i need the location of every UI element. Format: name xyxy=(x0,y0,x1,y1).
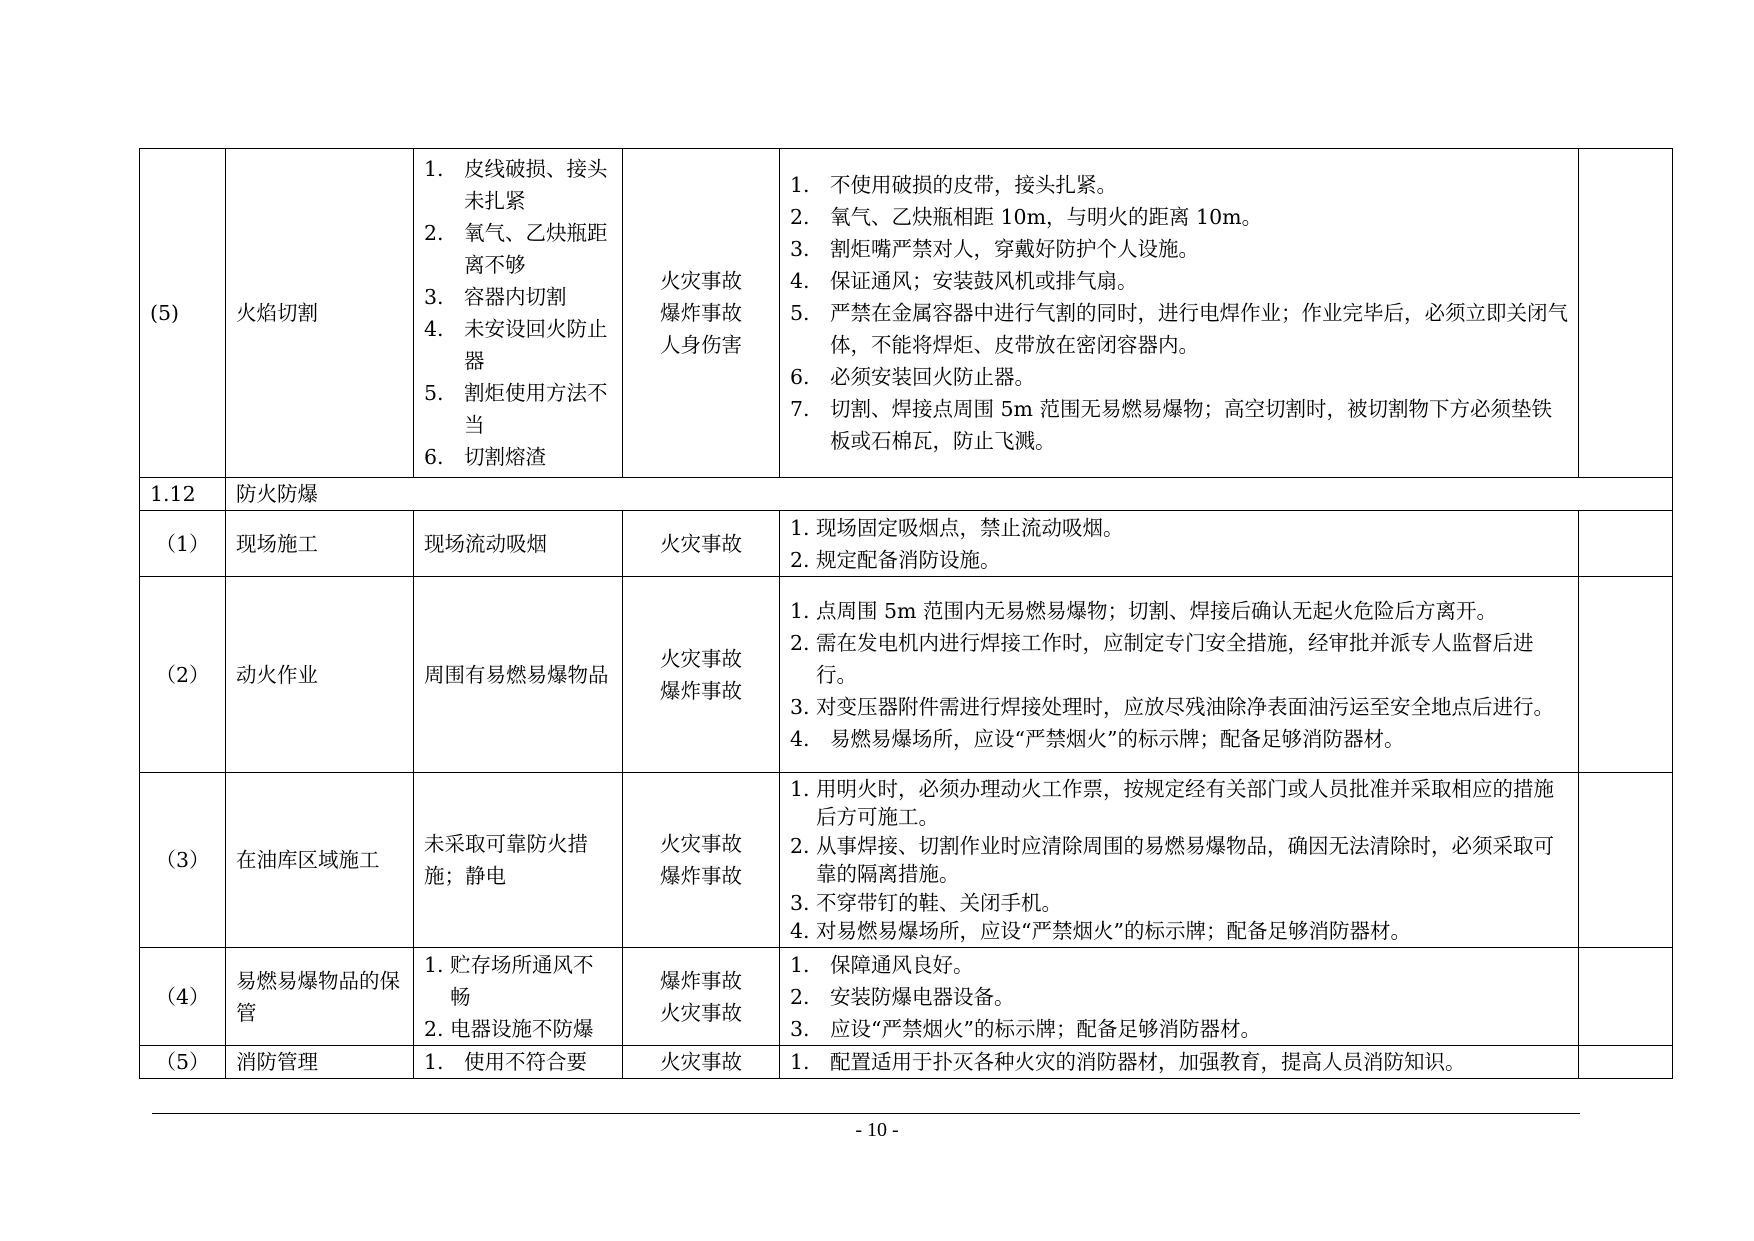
consequence-cell xyxy=(623,1046,780,1079)
consequence: 火灾事故 xyxy=(660,269,742,293)
hazard-cell: 周围有易燃易爆物品 xyxy=(414,577,623,773)
hazard-item: 4. 未安设回火防止器 xyxy=(424,317,608,373)
measure-item: 1. 配置适用于扑灭各种火灾的消防器材，加强教育，提高人员消防知识。 xyxy=(790,1050,1466,1074)
hazard-cell: 现场流动吸烟 xyxy=(414,511,623,577)
consequence-cell xyxy=(623,948,780,1046)
measure-item: 3. 割炬嘴严禁对人，穿戴好防护个人设施。 xyxy=(790,237,1199,261)
work-item: 消防管理 xyxy=(226,1046,414,1079)
hazard-item: 1. 使用不符合要 xyxy=(424,1050,587,1074)
hazard-cell: 未采取可靠防火措施；静电 xyxy=(414,773,623,948)
remarks-cell xyxy=(1579,1046,1673,1079)
work-item: 现场施工 xyxy=(226,511,414,577)
consequence: 爆炸事故 xyxy=(660,301,742,325)
table-row xyxy=(140,149,1673,478)
hazard-list xyxy=(424,949,612,1045)
work-item: 动火作业 xyxy=(226,577,414,773)
work-item: 易燃易爆物品的保管 xyxy=(226,948,414,1046)
measure-item: 1. 点周围 5m 范围内无易燃易爆物；切割、焊接后确认无起火危险后方离开。 xyxy=(790,598,1498,623)
measure-list-cell xyxy=(780,1046,1579,1079)
hazard-item: 2. 氧气、乙炔瓶距离不够 xyxy=(424,221,608,277)
consequence: 爆炸事故 xyxy=(660,864,742,888)
consequence: 火灾事故 xyxy=(660,646,742,671)
row-number: （3） xyxy=(140,773,226,948)
hazard-item: 6. 切割熔渣 xyxy=(424,445,546,469)
consequence: 爆炸事故 xyxy=(660,678,742,703)
table-row xyxy=(140,511,1673,577)
page-number: - 10 - xyxy=(855,1119,899,1141)
hazard-list xyxy=(424,153,612,473)
measure-item: 2. 氧气、乙炔瓶相距 10m，与明火的距离 10m。 xyxy=(790,205,1263,229)
consequence: 爆炸事故 xyxy=(660,968,742,993)
table-row xyxy=(140,1046,1673,1079)
measure-item: 2. 从事焊接、切割作业时应清除周围的易燃易爆物品，确因无法清除时，必须采取可靠的隔离措施。 xyxy=(790,833,1554,886)
hazard-list-cell xyxy=(414,149,623,478)
work-item: 火焰切割 xyxy=(226,149,414,478)
measure-item: 2. 规定配备消防设施。 xyxy=(790,547,1001,572)
table-row xyxy=(140,577,1673,773)
measure-list xyxy=(790,512,1568,576)
table-row xyxy=(140,948,1673,1046)
hazard-list-cell xyxy=(414,1046,623,1079)
work-item: 在油库区域施工 xyxy=(226,773,414,948)
measure-item: 4. 保证通风；安装鼓风机或排气扇。 xyxy=(790,269,1138,293)
remarks-cell xyxy=(1579,948,1673,1046)
measure-item: 1. 用明火时，必须办理动火工作票，按规定经有关部门或人员批准并采取相应的措施后方可施工。 xyxy=(790,776,1554,829)
measure-item: 1. 现场固定吸烟点，禁止流动吸烟。 xyxy=(790,515,1124,540)
measure-item: 6. 必须安装回火防止器。 xyxy=(790,365,1035,389)
row-number: （2） xyxy=(140,577,226,773)
measure-list-cell xyxy=(780,773,1579,948)
measure-list-cell xyxy=(780,948,1579,1046)
measure-list-cell xyxy=(780,577,1579,773)
hazard-table xyxy=(139,148,1673,1079)
remarks-cell xyxy=(1579,149,1673,478)
row-number: （4） xyxy=(140,948,226,1046)
hazard-list-cell xyxy=(414,948,623,1046)
consequence-cell xyxy=(623,511,780,577)
footer-divider xyxy=(152,1113,1580,1114)
consequence-cell xyxy=(623,149,780,478)
row-number: （1） xyxy=(140,511,226,577)
consequence: 火灾事故 xyxy=(660,1050,742,1074)
row-number: (5) xyxy=(140,149,226,478)
measure-item: 4. 对易燃易爆场所，应设“严禁烟火”的标示牌；配备足够消防器材。 xyxy=(790,919,1411,943)
measure-item: 3. 应设“严禁烟火”的标示牌；配备足够消防器材。 xyxy=(790,1016,1261,1041)
remarks-cell xyxy=(1579,511,1673,577)
measure-item: 3. 不穿带钉的鞋、关闭手机。 xyxy=(790,890,1062,915)
consequence-cell xyxy=(623,773,780,948)
table-row xyxy=(140,773,1673,948)
measure-list-cell xyxy=(780,511,1579,577)
measure-item: 7. 切割、焊接点周围 5m 范围无易燃易爆物；高空切割时，被切割物下方必须垫铁板或石棉瓦，防止飞溅。 xyxy=(790,397,1553,453)
remarks-cell xyxy=(1579,773,1673,948)
hazard-item: 2. 电器设施不防爆 xyxy=(424,1016,594,1041)
hazard-item: 5. 割炬使用方法不当 xyxy=(424,381,608,437)
measure-item: 3. 对变压器附件需进行焊接处理时，应放尽残油除净表面油污运至安全地点后进行。 xyxy=(790,694,1554,719)
hazard-item: 1. 贮存场所通风不畅 xyxy=(424,952,594,1009)
measure-item: 1. 保障通风良好。 xyxy=(790,952,974,977)
consequence: 火灾事故 xyxy=(660,531,742,556)
measure-item: 2. 需在发电机内进行焊接工作时，应制定专门安全措施，经审批并派专人监督后进行。 xyxy=(790,630,1534,687)
hazard-item: 1. 皮线破损、接头未扎紧 xyxy=(424,157,608,213)
measure-list xyxy=(790,169,1568,457)
section-number: 1.12 xyxy=(140,478,226,511)
measure-list xyxy=(790,775,1568,946)
section-title: 防火防爆 xyxy=(226,478,1673,511)
measure-list xyxy=(790,949,1568,1045)
measure-item: 1. 不使用破损的皮带，接头扎紧。 xyxy=(790,173,1117,197)
section-row xyxy=(140,478,1673,511)
remarks-cell xyxy=(1579,577,1673,773)
hazard-item: 3. 容器内切割 xyxy=(424,285,567,309)
consequence: 人身伤害 xyxy=(660,333,742,357)
row-number: （5） xyxy=(140,1046,226,1079)
consequence-cell xyxy=(623,577,780,773)
hazard-list xyxy=(424,1046,612,1078)
measure-item: 4. 易燃易爆场所，应设“严禁烟火”的标示牌；配备足够消防器材。 xyxy=(790,726,1405,751)
measure-item: 2. 安装防爆电器设备。 xyxy=(790,984,1015,1009)
measure-list-cell xyxy=(780,149,1579,478)
measure-list xyxy=(790,1046,1568,1078)
consequence: 火灾事故 xyxy=(660,1000,742,1025)
measure-item: 5. 严禁在金属容器中进行气割的同时，进行电焊作业；作业完毕后，必须立即关闭气体，不能将焊炬、皮带放在密闭容器内。 xyxy=(790,301,1568,357)
consequence: 火灾事故 xyxy=(660,832,742,856)
measure-list xyxy=(790,595,1568,755)
